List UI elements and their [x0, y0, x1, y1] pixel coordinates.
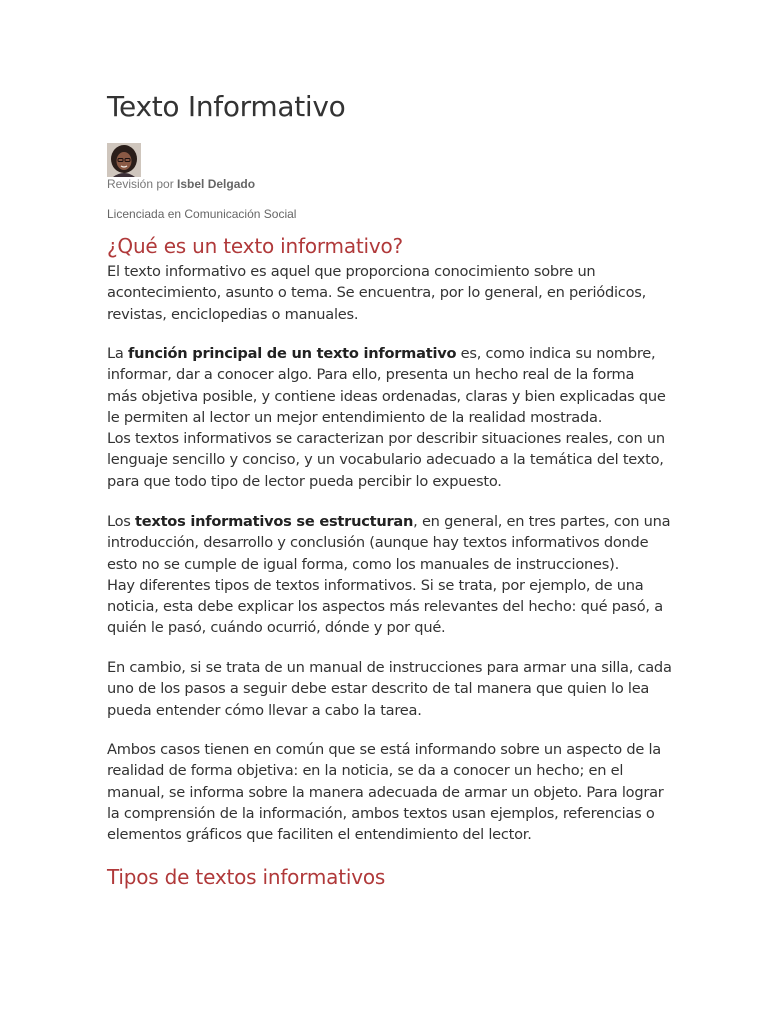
text-line: para que todo tipo de lector pueda percibir lo expuesto.: [107, 472, 502, 490]
author-byline: [107, 177, 255, 191]
text-line: [107, 343, 667, 364]
text-line: noticia, esta debe explicar los aspectos más relevantes del hecho: qué pasó, a: [107, 598, 663, 616]
text-line: El texto informativo es aquel que proporciona conocimiento sobre un: [107, 263, 596, 280]
paragraph-main-function: [107, 343, 667, 492]
paragraph-manual-example: [107, 657, 672, 721]
text-line: Los textos informativos se caracterizan por describir situaciones reales, con un: [107, 430, 665, 448]
bold-phrase: función principal de un texto informativo: [127, 345, 457, 362]
paragraph-definition: [107, 261, 667, 325]
bold-phrase: textos informativos se estructuran: [135, 513, 414, 530]
section-heading-what-is: ¿Qué es un texto informativo?: [107, 234, 403, 258]
text-line: uno de los pasos a seguir debe estar descrito de tal manera que quien lo lea: [107, 680, 650, 698]
text-line: manual, se informa sobre la manera adecuada de armar un objeto. Para lograr: [107, 783, 664, 801]
text-line: esto no se cumple de igual forma, como los manuales de instrucciones).: [107, 555, 619, 573]
text-line: elementos gráficos que faciliten el entendimiento del lector.: [107, 826, 532, 844]
paragraph-common-traits: [107, 739, 667, 845]
text-line: realidad de forma objetiva: en la noticia, se da a conocer un hecho; en el: [107, 762, 624, 780]
author-avatar[interactable]: [107, 143, 141, 177]
text-line: informar, dar a conocer algo. Para ello, presenta un hecho real de la forma: [107, 366, 635, 384]
text-rest: es, como indica su nombre,: [456, 345, 656, 362]
text-line: Hay diferentes tipos de textos informativos. Si se trata, por ejemplo, de una: [107, 576, 644, 594]
text-lead: La: [107, 345, 128, 362]
text-rest: , en general, en tres partes, con una: [413, 513, 671, 530]
text-line: quién le pasó, cuándo ocurrió, dónde y por qué.: [107, 619, 446, 637]
text-line: introducción, desarrollo y conclusión (aunque hay textos informativos donde: [107, 534, 649, 552]
author-name-link[interactable]: Isbel Delgado: [177, 177, 256, 191]
text-line: revistas, enciclopedias o manuales.: [107, 305, 359, 323]
text-line: la comprensión de la información, ambos textos usan ejemplos, referencias o: [107, 804, 655, 822]
paragraph-structure: [107, 511, 671, 639]
text-lead: Los: [107, 513, 136, 530]
text-line: Ambos casos tienen en común que se está informando sobre un aspecto de la: [107, 741, 661, 758]
text-line: acontecimiento, asunto o tema. Se encuentra, por lo general, en periódicos,: [107, 284, 646, 302]
text-line: le permiten al lector un mejor entendimiento de la realidad mostrada.: [107, 408, 603, 426]
text-line: En cambio, si se trata de un manual de instrucciones para armar una silla, cada: [107, 659, 672, 676]
text-line: lenguaje sencillo y conciso, y un vocabulario adecuado a la temática del texto,: [107, 451, 664, 469]
text-line: [107, 511, 671, 532]
text-line: pueda entender cómo llevar a cabo la tarea.: [107, 701, 422, 719]
text-line: más objetiva posible, y contiene ideas ordenadas, claras y bien explicadas que: [107, 387, 666, 405]
section-heading-types: Tipos de textos informativos: [107, 865, 386, 889]
page-title: Texto Informativo: [107, 90, 346, 123]
author-credential: Licenciada en Comunicación Social: [107, 207, 297, 221]
byline-prefix: Revisión por: [107, 177, 178, 191]
